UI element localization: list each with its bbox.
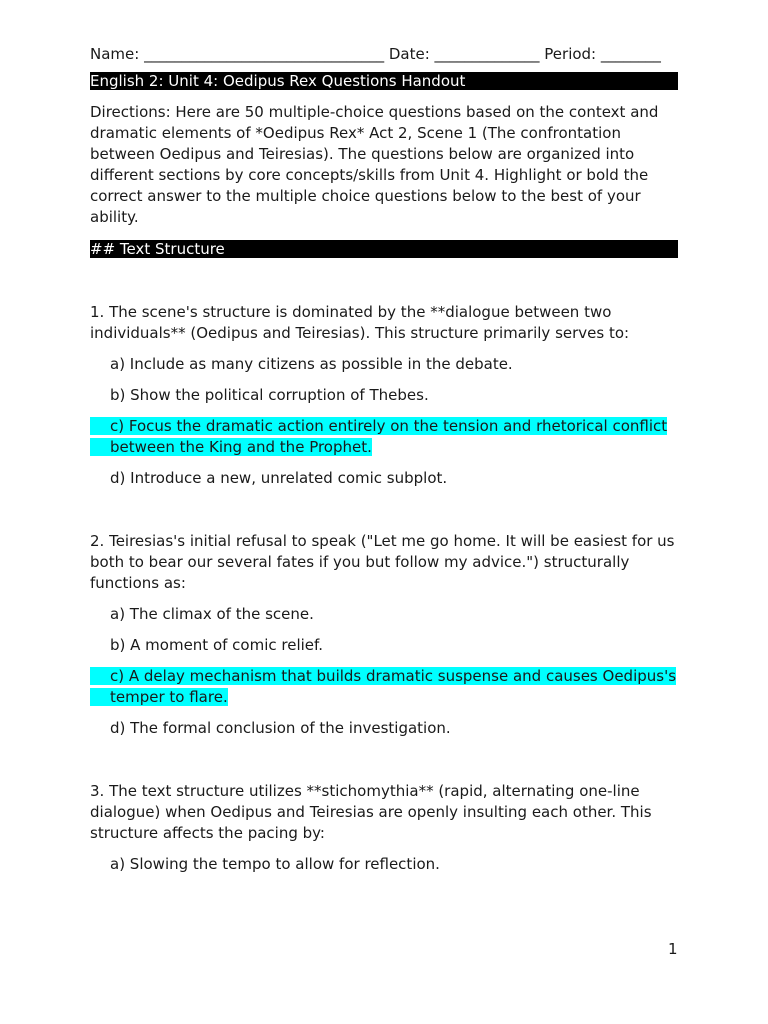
option-text: d) The formal conclusion of the investigation. [110, 719, 451, 737]
option-text: a) The climax of the scene. [110, 605, 314, 623]
q1-option-c[interactable] [90, 416, 678, 458]
page-number: 1 [668, 940, 678, 958]
q1-option-a[interactable] [90, 354, 678, 375]
option-text: b) A moment of comic relief. [110, 636, 323, 654]
q2-option-b[interactable] [90, 635, 678, 656]
option-text: d) Introduce a new, unrelated comic subplot. [110, 469, 448, 487]
highlighted-answer: c) Focus the dramatic action entirely on the tension and rhetorical conflict between the King and the Prophet. [90, 417, 667, 456]
q2-option-d[interactable] [90, 718, 678, 739]
q3-option-a[interactable] [90, 854, 678, 875]
highlighted-answer: c) A delay mechanism that builds dramatic suspense and causes Oedipus's temper to flare. [90, 667, 676, 706]
name-date-period-line: Name: ________________________________ Date: ______________ Period: ________ [90, 45, 661, 63]
option-text: a) Include as many citizens as possible in the debate. [110, 355, 513, 373]
q1-option-d[interactable] [90, 468, 678, 489]
question-2: 2. Teiresias's initial refusal to speak ("Let me go home. It will be easiest for us both to bear our several fates if you but follow my advice.") structurally functions as: [90, 532, 675, 592]
question-3: 3. The text structure utilizes **stichomythia** (rapid, alternating one-line dialogue) when Oedipus and Teiresias are openly insulting each other. This structure affects the pacing by: [90, 782, 652, 842]
directions-paragraph: Directions: Here are 50 multiple-choice questions based on the context and dramatic elements of *Oedipus Rex* Act 2, Scene 1 (The confrontation between Oedipus and Teiresias). The questions below are organized into different sections by core concepts/skills from Unit 4. Highlight or bold the correct answer to the multiple choice questions below to the best of your ability. [90, 103, 659, 226]
question-1: 1. The scene's structure is dominated by the **dialogue between two individuals** (Oedipus and Teiresias). This structure primarily serves to: [90, 303, 630, 342]
q2-option-c[interactable] [90, 666, 678, 708]
section-heading: ## Text Structure [90, 240, 678, 258]
option-text: b) Show the political corruption of Thebes. [110, 386, 429, 404]
q1-option-b[interactable] [90, 385, 678, 406]
document-page [90, 44, 678, 875]
handout-title-bar: English 2: Unit 4: Oedipus Rex Questions Handout [90, 72, 678, 90]
q2-option-a[interactable] [90, 604, 678, 625]
option-text: a) Slowing the tempo to allow for reflection. [110, 855, 440, 873]
